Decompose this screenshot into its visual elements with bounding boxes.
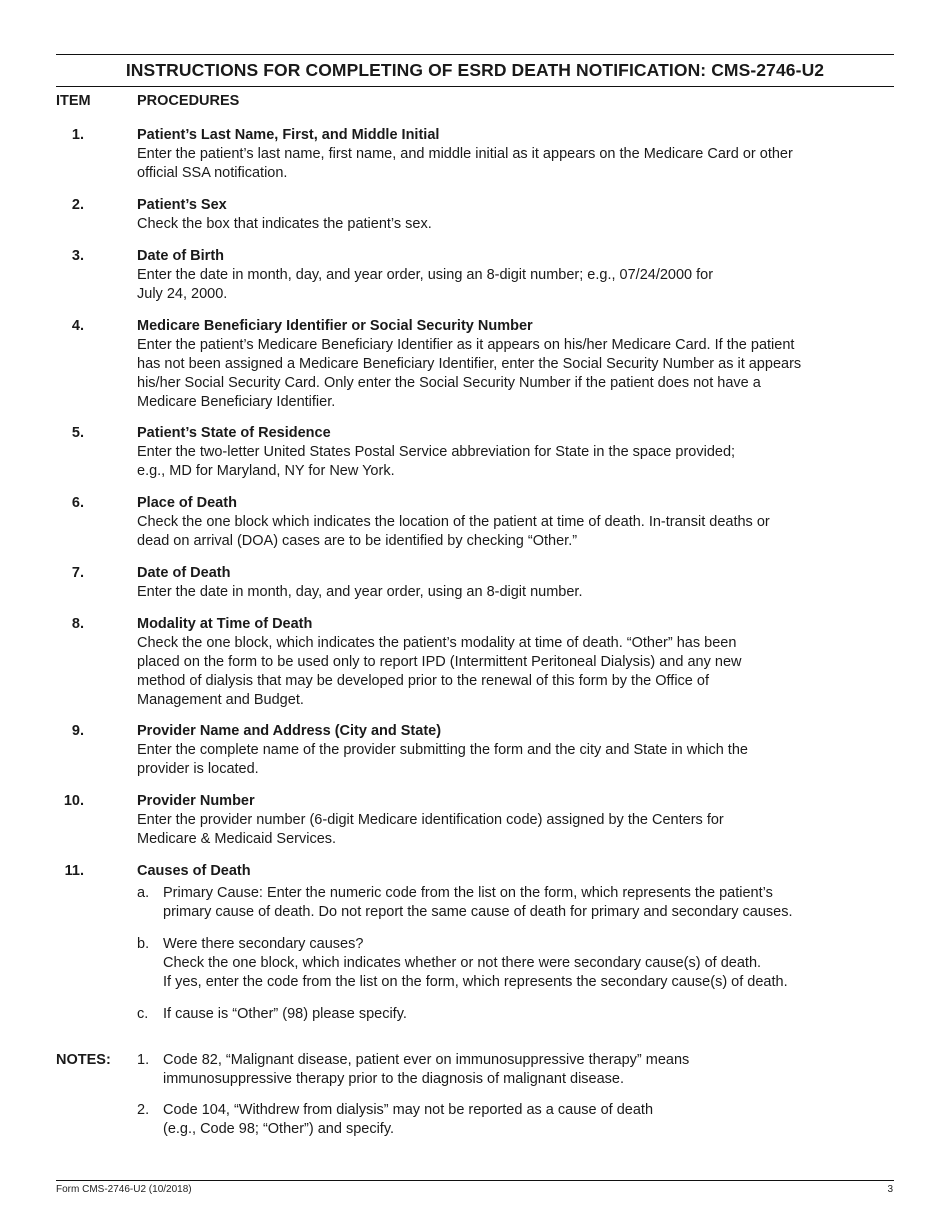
item-heading: Date of Death <box>137 565 231 581</box>
title-rule <box>56 86 894 87</box>
item-text-line: dead on arrival (DOA) cases are to be identified by checking “Other.” <box>137 533 578 549</box>
subitem-text-line: Were there secondary causes? <box>163 936 364 952</box>
item-text-line: e.g., MD for Maryland, NY for New York. <box>137 463 395 479</box>
subitem-text-line: Check the one block, which indicates whether or not there were secondary cause(s) of death. <box>163 955 762 971</box>
item-text-line: Medicare Beneficiary Identifier. <box>137 394 336 410</box>
item-10 <box>56 792 896 849</box>
subitem-letter: c. <box>137 1006 149 1022</box>
item-text-line: Enter the two-letter United States Postal Service abbreviation for State in the space provided; <box>137 444 736 460</box>
item-text-line: Check the box that indicates the patient’s sex. <box>137 216 432 232</box>
item-number: 5. <box>71 425 84 441</box>
item-11 <box>56 862 896 1024</box>
item-text-line: his/her Social Security Card. Only enter the Social Security Number if the patient does not have a <box>137 375 761 391</box>
item-number: 10. <box>63 793 84 809</box>
item-5 <box>56 424 896 481</box>
note-text-line: immunosuppressive therapy prior to the diagnosis of malignant disease. <box>163 1071 625 1087</box>
item-heading: Patient’s Sex <box>137 197 227 213</box>
item-heading: Place of Death <box>137 495 237 511</box>
footer-form-id: Form CMS-2746-U2 (10/2018) <box>56 1184 192 1195</box>
item-number: 7. <box>71 565 84 581</box>
item-text-line: Enter the provider number (6-digit Medicare identification code) assigned by the Centers for <box>137 812 724 828</box>
subitem-letter: b. <box>137 936 150 952</box>
subitem-text-line: If cause is “Other” (98) please specify. <box>163 1006 407 1022</box>
item-6 <box>56 494 896 551</box>
item-4 <box>56 317 896 412</box>
subitem-letter: a. <box>137 885 150 901</box>
item-heading: Modality at Time of Death <box>137 616 313 632</box>
item-heading: Medicare Beneficiary Identifier or Social Security Number <box>137 318 533 334</box>
page-title: INSTRUCTIONS FOR COMPLETING OF ESRD DEATH NOTIFICATION: CMS-2746-U2 <box>125 60 825 80</box>
item-9 <box>56 722 896 779</box>
subitem-text-line: Primary Cause: Enter the numeric code from the list on the form, which represents the patient’s <box>163 885 773 901</box>
notes-section <box>56 1051 896 1151</box>
item-number: 8. <box>71 616 84 632</box>
item-heading: Provider Number <box>137 793 255 809</box>
footer-page-number: 3 <box>887 1184 893 1195</box>
item-text-line: has not been assigned a Medicare Beneficiary Identifier, enter the Social Security Number as it appears <box>137 356 802 372</box>
subitem-text-line: primary cause of death. Do not report the same cause of death for primary and secondary causes. <box>163 904 793 920</box>
item-number: 4. <box>71 318 84 334</box>
item-number: 3. <box>71 248 84 264</box>
note-number: 2. <box>137 1102 150 1118</box>
item-heading: Provider Name and Address (City and State) <box>137 723 442 739</box>
item-number: 1. <box>71 127 84 143</box>
item-3 <box>56 247 896 304</box>
item-text-line: provider is located. <box>137 761 259 777</box>
item-8 <box>56 615 896 710</box>
item-number: 11. <box>64 863 84 879</box>
item-text-line: Enter the date in month, day, and year order, using an 8-digit number. <box>137 584 583 600</box>
notes-label: NOTES: <box>56 1052 111 1068</box>
item-text-line: Enter the complete name of the provider submitting the form and the city and State in which the <box>137 742 748 758</box>
item-number: 6. <box>71 495 84 511</box>
item-heading: Date of Birth <box>137 248 224 264</box>
item-text-line: Management and Budget. <box>137 692 304 708</box>
item-heading: Causes of Death <box>137 863 251 879</box>
item-text-line: July 24, 2000. <box>137 286 228 302</box>
item-number: 2. <box>71 197 84 213</box>
item-text-line: method of dialysis that may be developed prior to the renewal of this form by the Office of <box>137 673 709 689</box>
item-text-line: Medicare & Medicaid Services. <box>137 831 337 847</box>
column-header-procedures: PROCEDURES <box>137 93 240 109</box>
item-text-line: Enter the patient’s Medicare Beneficiary Identifier as it appears on his/her Medicare Card. If the patient <box>137 337 795 353</box>
item-1 <box>56 126 896 183</box>
item-7 <box>56 564 896 602</box>
item-text-line: Check the one block, which indicates the patient’s modality at time of death. “Other” has been <box>137 635 737 651</box>
subitem-text-line: If yes, enter the code from the list on the form, which represents the secondary cause(s) of death. <box>163 974 788 990</box>
item-text-line: official SSA notification. <box>137 165 288 181</box>
item-number: 9. <box>71 723 84 739</box>
item-heading: Patient’s State of Residence <box>137 425 331 441</box>
subitem-c <box>137 1005 896 1024</box>
subitem-a <box>137 884 896 922</box>
item-text-line: Check the one block which indicates the location of the patient at time of death. In-transit deaths or <box>137 514 770 530</box>
note-number: 1. <box>137 1052 150 1068</box>
footer-rule <box>56 1180 894 1181</box>
note-text-line: Code 104, “Withdrew from dialysis” may not be reported as a cause of death <box>163 1102 654 1118</box>
note-text-line: (e.g., Code 98; “Other”) and specify. <box>163 1121 395 1137</box>
note-text-line: Code 82, “Malignant disease, patient ever on immunosuppressive therapy” means <box>163 1052 690 1068</box>
item-2 <box>56 196 896 234</box>
note-1 <box>137 1051 896 1089</box>
top-rule <box>56 54 894 55</box>
item-text-line: Enter the patient’s last name, first name, and middle initial as it appears on the Medicare Card or other <box>137 146 793 162</box>
column-header-item: ITEM <box>56 93 91 109</box>
item-heading: Patient’s Last Name, First, and Middle Initial <box>137 127 440 143</box>
item-text-line: placed on the form to be used only to report IPD (Intermittent Peritoneal Dialysis) and any new <box>137 654 742 670</box>
subitem-b <box>137 935 896 992</box>
note-2 <box>137 1101 896 1139</box>
item-text-line: Enter the date in month, day, and year order, using an 8-digit number; e.g., 07/24/2000 for <box>137 267 714 283</box>
